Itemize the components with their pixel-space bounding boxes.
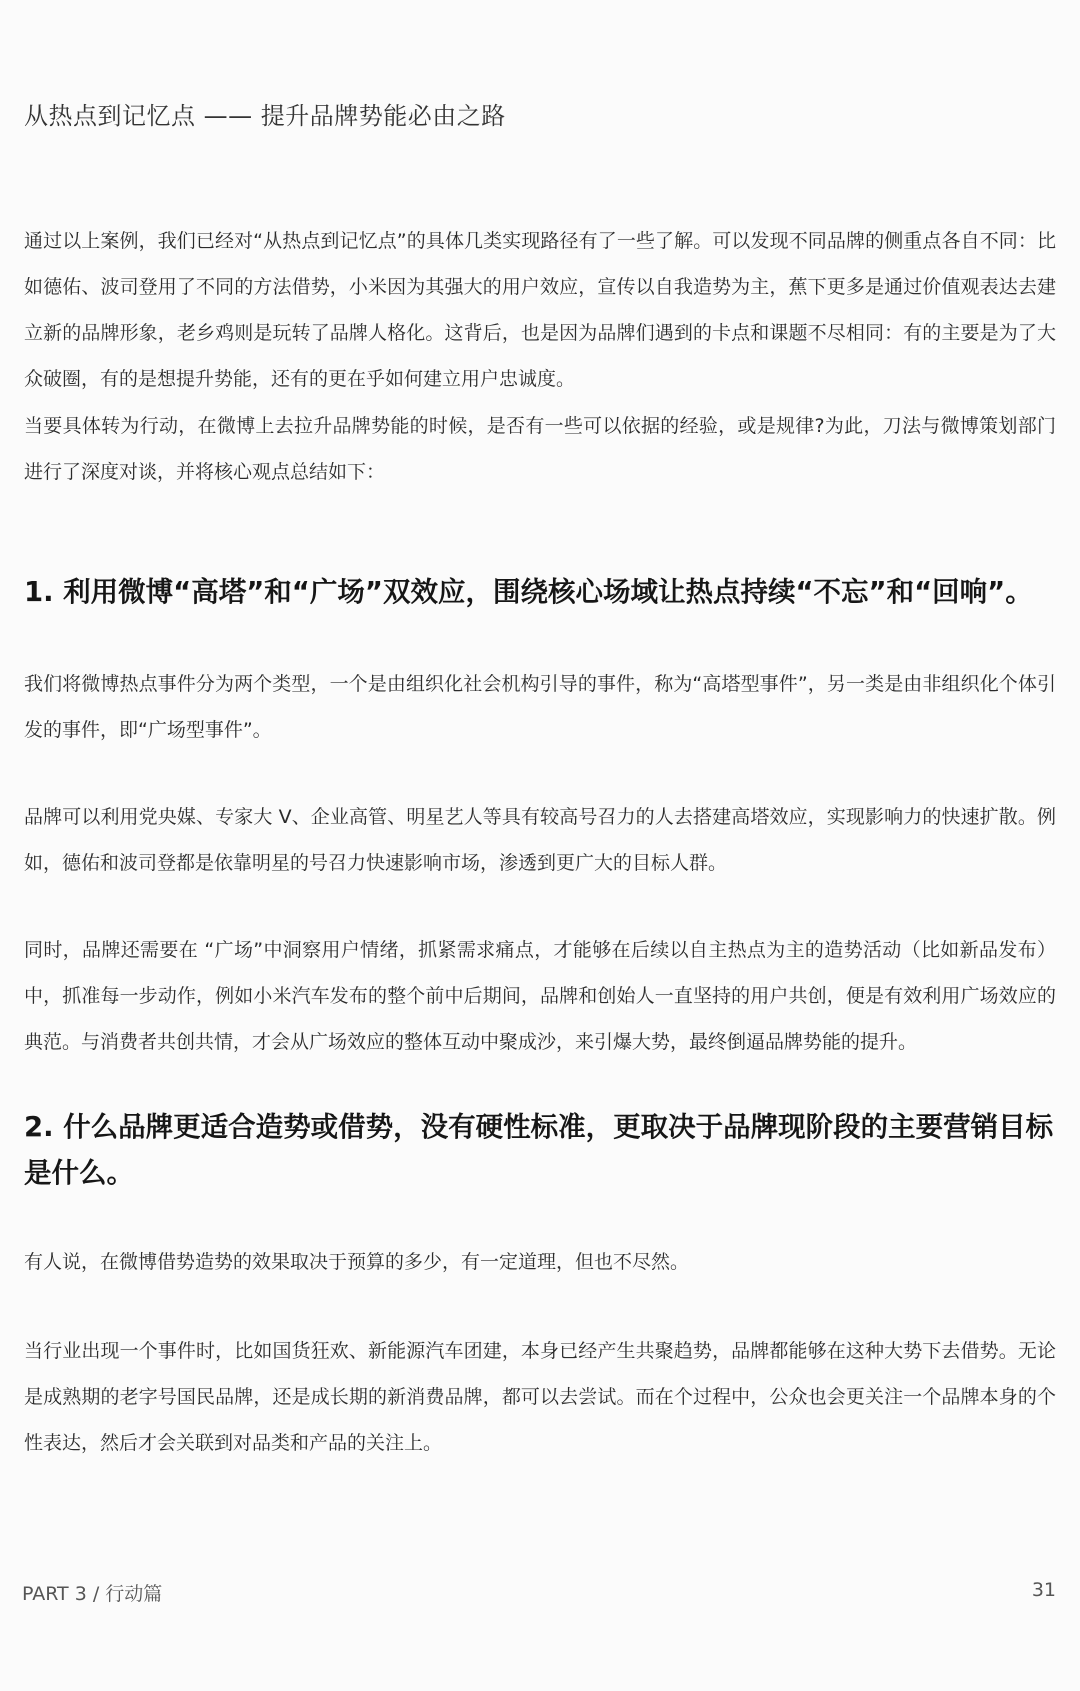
body-paragraph-2: 当要具体转为行动，在微博上去拉升品牌势能的时候，是否有一些可以依据的经验，或是规律?为此，刀法与微博策划部门进行了深度对谈，并将核心观点总结如下： [24, 415, 1056, 483]
section-heading-1: 1. 利用微博“高塔”和“广场”双效应，围绕核心场域让热点持续“不忘”和“回响”。 [24, 576, 1033, 608]
section-heading-2: 2. 什么品牌更适合造势或借势，没有硬性标准，更取决于品牌现阶段的主要营销目标是什么。 [24, 1111, 1054, 1189]
body-paragraph-1: 通过以上案例，我们已经对“从热点到记忆点”的具体几类实现路径有了一些了解。可以发现不同品牌的侧重点各自不同：比如德佑、波司登用了不同的方法借势，小米因为其强大的用户效应，宣传以自我造势为主，蕉下更多是通过价值观表达去建立新的品牌形象，老乡鸡则是玩转了品牌人格化。这背后，也是因为品牌们遇到的卡点和课题不尽相同：有的主要是为了大众破圈，有的是想提升势能，还有的更在乎如何建立用户忠诚度。 [24, 230, 1056, 390]
footer-page-number: 31 [1031, 1579, 1056, 1601]
body-paragraph-5: 同时，品牌还需要在 “广场”中洞察用户情绪，抓紧需求痛点，才能够在后续以自主热点为主的造势活动（比如新品发布）中，抓准每一步动作，例如小米汽车发布的整个前中后期间，品牌和创始人一直坚持的用户共创，便是有效利用广场效应的典范。与消费者共创共情，才会从广场效应的整体互动中聚成沙，来引爆大势，最终倒逼品牌势能的提升。 [24, 939, 1056, 1053]
page-header-title: 从热点到记忆点 —— 提升品牌势能必由之路 [24, 102, 506, 130]
body-paragraph-3: 我们将微博热点事件分为两个类型，一个是由组织化社会机构引导的事件，称为“高塔型事件”，另一类是由非组织化个体引发的事件，即“广场型事件”。 [24, 673, 1056, 741]
body-paragraph-6: 有人说，在微博借势造势的效果取决于预算的多少，有一定道理，但也不尽然。 [24, 1251, 690, 1273]
body-paragraph-7: 当行业出现一个事件时，比如国货狂欢、新能源汽车团建，本身已经产生共聚趋势，品牌都能够在这种大势下去借势。无论是成熟期的老字号国民品牌，还是成长期的新消费品牌，都可以去尝试。而在个过程中，公众也会更关注一个品牌本身的个性表达，然后才会关联到对品类和产品的关注上。 [24, 1340, 1056, 1454]
footer-section-label: PART 3 / 行动篇 [22, 1583, 163, 1605]
body-paragraph-4: 品牌可以利用党央媒、专家大 V、企业高管、明星艺人等具有较高号召力的人去搭建高塔效应，实现影响力的快速扩散。例如，德佑和波司登都是依靠明星的号召力快速影响市场，渗透到更广大的目标人群。 [24, 806, 1056, 874]
